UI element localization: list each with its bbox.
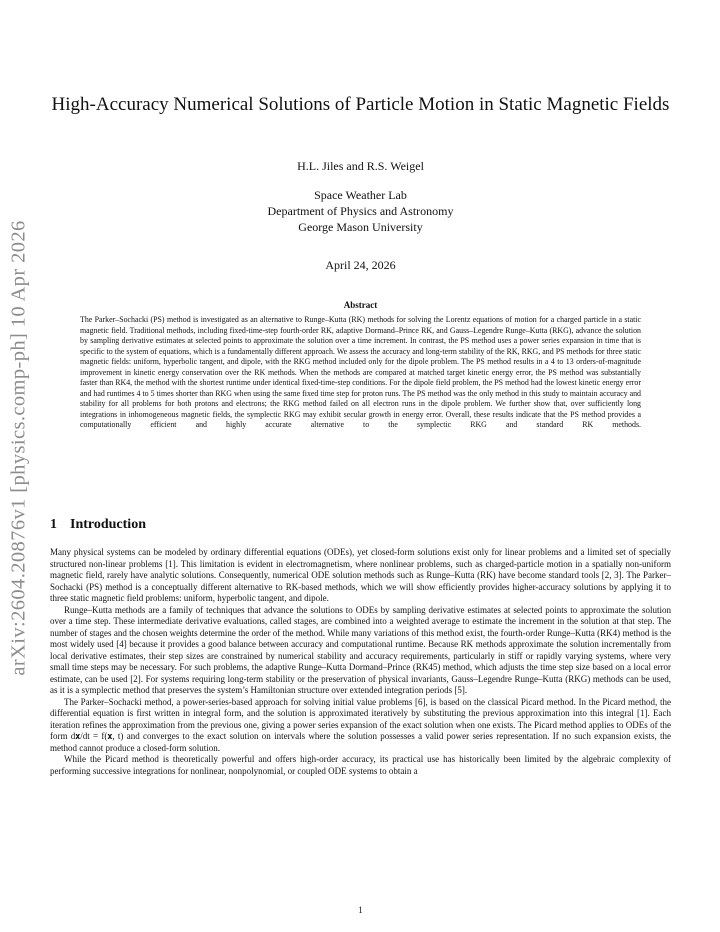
abstract-text: The Parker–Sochacki (PS) method is investigated as an alternative to Runge–Kutta (RK) methods for solving the Lorentz equations of motion for a charged particle in a static magnetic field. Traditional methods, including fixed-time-step fourth-order RK, adaptive Dormand–Prince RK, and Gauss–Legendre Runge–Kutta (RKG), advance the solution by sampling derivative estimates at selected points to approximate the solution over a time increment. In contrast, the PS method uses a power series expansion in time that is specific to the system of equations, which is a fundamentally different approach. We assess the accuracy and long-term stability of the RK, RKG, and PS methods for three static magnetic fields: uniform, hyperbolic tangent, and dipole, with the RKG method included only for the dipole problem. The PS method results in a 4 to 13 orders-of-magnitude improvement in kinetic energy conservation over the RK methods. When the methods are compared at matched target kinetic energy error, the PS method was substantially faster than RK4, the method with the shortest runtime under identical fixed-time-step conditions. For the dipole field problem, the PS method had the lowest kinetic energy error and had runtimes 4 to 5 times shorter than RKG when using the same fixed time step for proton runs. The PS method was the only method in this study to maintain accuracy and stability for all problems for both protons and electrons; the RKG method failed on all electron runs in the dipole problem. We further show that, over sufficiently long integrations in inhomogeneous magnetic fields, the symplectic RKG may exhibit secular growth in energy error. Overall, these results indicate that the PS method provides a computationally efficient and highly accurate alternative to the symplectic RKG and standard RK methods. (80, 315, 641, 430)
page-number: 1 (358, 905, 363, 915)
arxiv-identifier: arXiv:2604.20876v1 [physics.comp-ph] 10 Apr 2026 (7, 220, 30, 676)
section-heading (50, 517, 146, 533)
affiliation-university: George Mason University (298, 220, 423, 234)
abstract-heading: Abstract (343, 300, 378, 310)
section-number: 1 (50, 517, 57, 532)
publication-date: April 24, 2026 (325, 258, 396, 272)
affiliation-lab: Space Weather Lab (314, 188, 407, 202)
authors: H.L. Jiles and R.S. Weigel (297, 159, 424, 173)
body-paragraph: The Parker–Sochacki method, a power-series-based approach for solving initial value problems [6], is based on the classical Picard method. In the Picard method, the differential equation is first written in integral form, and the solution is approximated iteratively by substituting the previous approximation into this integral [1]. Each iteration refines the approximation from the previous one, giving a power series expansion of the exact solution when one exists. The Picard method applies to ODEs of the form d𝐱/dt = f(𝐱, t) and converges to the exact solution on intervals where the solution possesses a valid power series representation. If no such expansion exists, the method cannot produce a closed-form solution. (50, 696, 671, 753)
introduction-body (50, 547, 671, 777)
body-paragraph: Runge–Kutta methods are a family of techniques that advance the solutions to ODEs by sampling derivative estimates at selected points to approximate the solution over a time step. These intermediate derivative evaluations, called stages, are combined into a weighted average to estimate the increment in the solution at that step. The number of stages and the chosen weights determine the order of the method. While many variations of this method exist, the fourth-order Runge–Kutta (RK4) method is the most widely used [4] because it provides a good balance between accuracy and computational runtime. Because RK methods approximate the solution incrementally from local derivative estimates, their step sizes are constrained by numerical stability and accuracy requirements, particularly in stiff or rapidly varying systems, where very small time steps may be necessary. For such problems, the adaptive Runge–Kutta Dormand–Prince (RK45) method, which adjusts the time step size based on a local error estimate, can be used [2]. For systems requiring long-term stability or the preservation of physical invariants, Gauss–Legendre Runge–Kutta (RKG) methods can be used, as it is a symplectic method that preserves the system’s Hamiltonian structure over extended integration periods [5]. (50, 604, 671, 695)
body-paragraph: While the Picard method is theoretically powerful and offers high-order accuracy, its practical use has historically been limited by the algebraic complexity of performing successive integrations for nonlinear, nonpolynomial, or coupled ODE systems to obtain a (50, 754, 671, 776)
affiliation-department: Department of Physics and Astronomy (267, 204, 454, 218)
body-paragraph: Many physical systems can be modeled by ordinary differential equations (ODEs), yet closed-form solutions exist only for linear problems and a limited set of specially structured non-linear problems [1]. This limitation is evident in electromagnetism, where nonlinear problems, such as charged-particle motion in a spatially non-uniform magnetic field, rarely have analytic solutions. Consequently, numerical ODE solution methods such as Runge–Kutta (RK) have become standard tools [2, 3]. The Parker–Sochacki (PS) method is a conceptually different alternative to RK-based methods, which we will show efficiently provides higher-accuracy solutions by applying it to three static magnetic field problems: uniform, hyperbolic tangent, and dipole. (50, 547, 671, 603)
section-title: Introduction (70, 517, 146, 532)
paper-title: High-Accuracy Numerical Solutions of Particle Motion in Static Magnetic Fields (51, 94, 670, 115)
